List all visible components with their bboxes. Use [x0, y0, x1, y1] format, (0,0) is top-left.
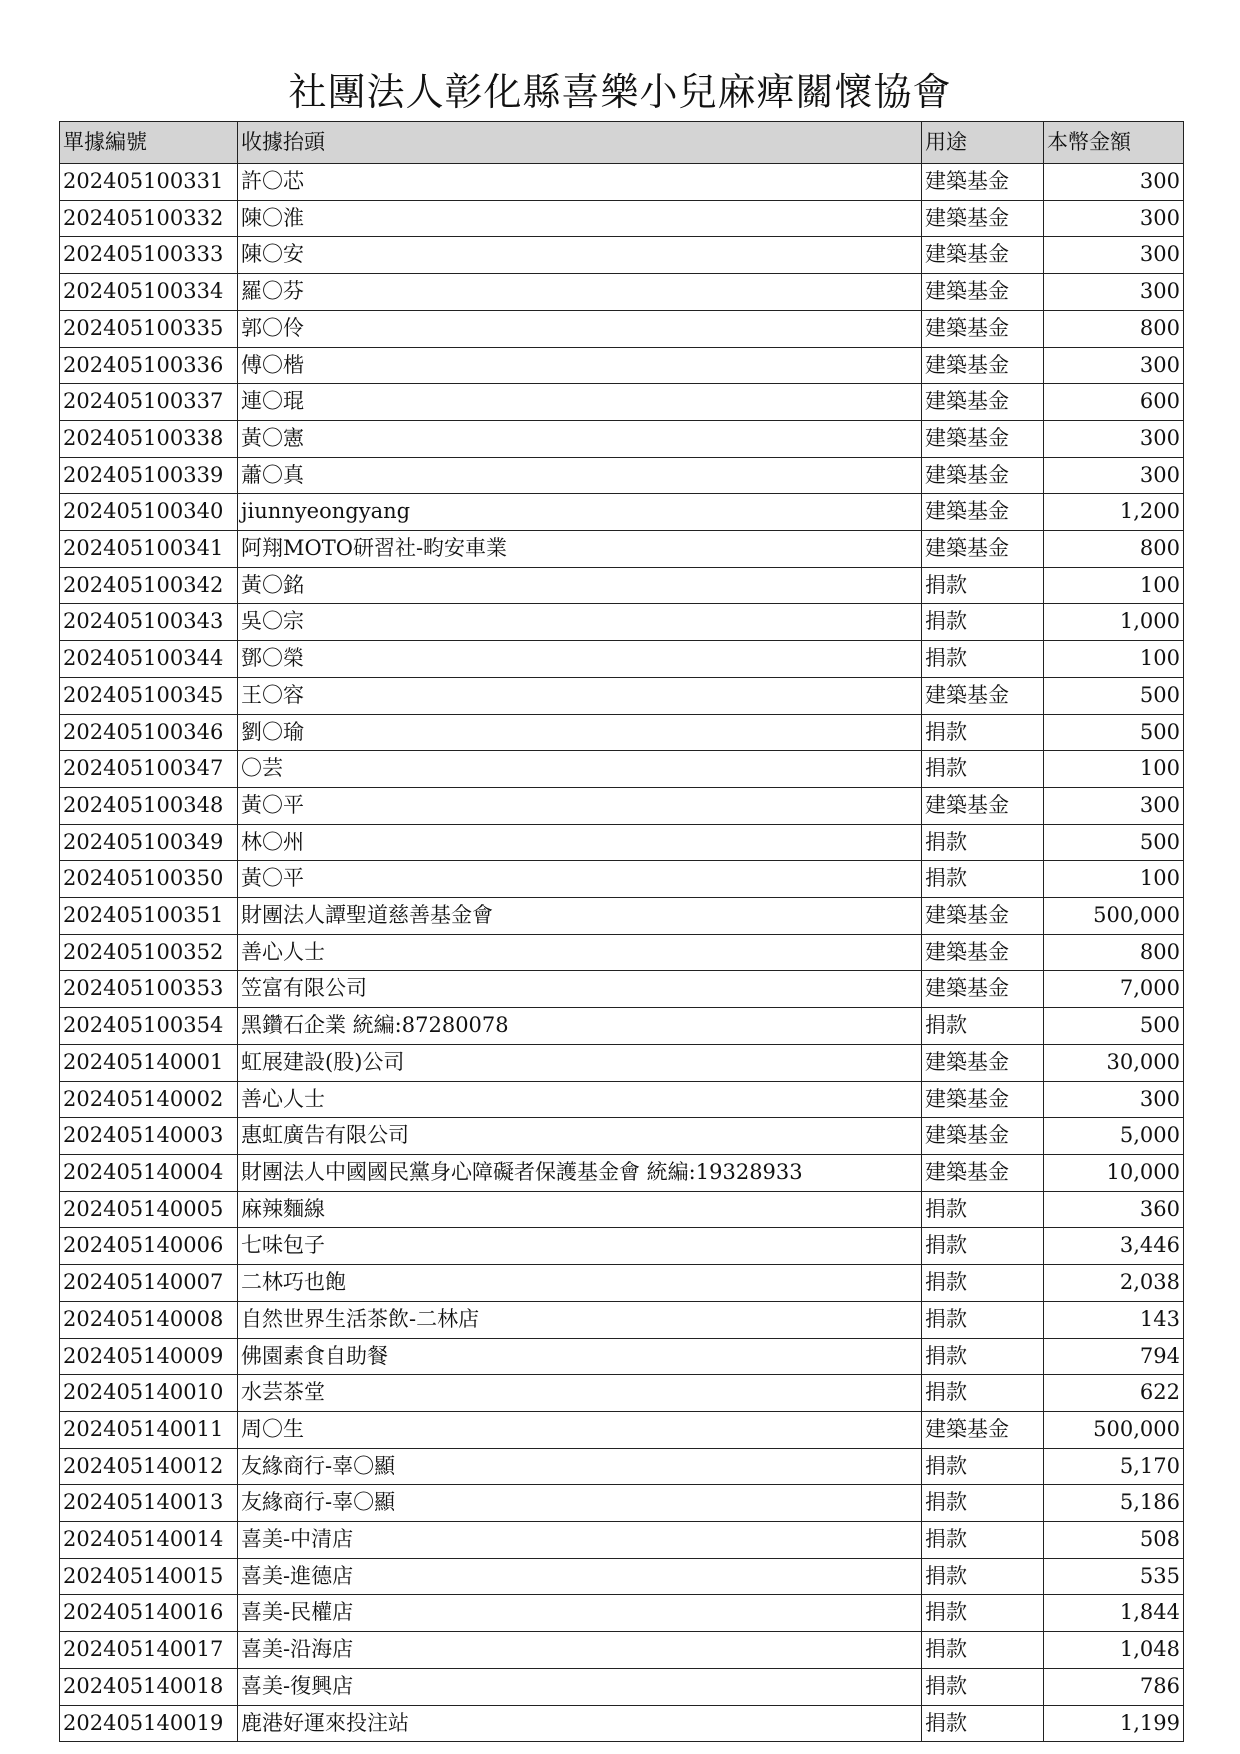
amount-cell: 786 — [1044, 1668, 1184, 1705]
receipt-number-cell: 202405140017 — [60, 1632, 238, 1669]
amount-cell: 800 — [1044, 531, 1184, 568]
receipt-title-cell: 黃〇銘 — [238, 567, 922, 604]
purpose-cell: 建築基金 — [922, 1154, 1044, 1191]
amount-cell: 100 — [1044, 641, 1184, 678]
table-row — [60, 1411, 1184, 1448]
receipt-title-cell: 喜美-民權店 — [238, 1595, 922, 1632]
receipt-number-cell: 202405100331 — [60, 164, 238, 201]
receipt-title-cell: 喜美-進德店 — [238, 1558, 922, 1595]
table-row — [60, 1485, 1184, 1522]
receipt-title-cell: 傅〇楷 — [238, 347, 922, 384]
receipt-number-cell: 202405100335 — [60, 310, 238, 347]
receipt-number-cell: 202405140003 — [60, 1118, 238, 1155]
purpose-cell: 捐款 — [922, 1558, 1044, 1595]
table-row — [60, 971, 1184, 1008]
amount-cell: 500,000 — [1044, 898, 1184, 935]
receipt-number-cell: 202405100337 — [60, 384, 238, 421]
amount-cell: 794 — [1044, 1338, 1184, 1375]
purpose-cell: 捐款 — [922, 567, 1044, 604]
table-row — [60, 787, 1184, 824]
receipt-title-cell: 黃〇平 — [238, 787, 922, 824]
purpose-cell: 捐款 — [922, 1595, 1044, 1632]
table-row — [60, 457, 1184, 494]
table-row — [60, 310, 1184, 347]
receipt-title-cell: 惠虹廣告有限公司 — [238, 1118, 922, 1155]
purpose-cell: 建築基金 — [922, 274, 1044, 311]
table-row — [60, 714, 1184, 751]
purpose-cell: 捐款 — [922, 1522, 1044, 1559]
table-row — [60, 1301, 1184, 1338]
table-row — [60, 1595, 1184, 1632]
purpose-cell: 捐款 — [922, 1632, 1044, 1669]
receipt-number-cell: 202405100345 — [60, 677, 238, 714]
receipt-number-cell: 202405140014 — [60, 1522, 238, 1559]
purpose-cell: 建築基金 — [922, 310, 1044, 347]
receipt-title-cell: 〇芸 — [238, 751, 922, 788]
amount-cell: 1,844 — [1044, 1595, 1184, 1632]
receipt-title-cell: 二林巧也飽 — [238, 1265, 922, 1302]
receipt-title-cell: jiunnyeongyang — [238, 494, 922, 531]
receipt-title-cell: 蕭〇真 — [238, 457, 922, 494]
purpose-cell: 捐款 — [922, 1448, 1044, 1485]
purpose-cell: 捐款 — [922, 1338, 1044, 1375]
purpose-cell: 捐款 — [922, 1375, 1044, 1412]
amount-cell: 300 — [1044, 787, 1184, 824]
table-row — [60, 1265, 1184, 1302]
receipt-number-cell: 202405100338 — [60, 420, 238, 457]
receipt-number-cell: 202405140002 — [60, 1081, 238, 1118]
amount-cell: 5,186 — [1044, 1485, 1184, 1522]
amount-cell: 2,038 — [1044, 1265, 1184, 1302]
receipt-title-cell: 鄧〇榮 — [238, 641, 922, 678]
amount-cell: 1,200 — [1044, 494, 1184, 531]
purpose-cell: 建築基金 — [922, 237, 1044, 274]
receipt-title-cell: 羅〇芬 — [238, 274, 922, 311]
purpose-cell: 建築基金 — [922, 934, 1044, 971]
receipt-title-cell: 水芸茶堂 — [238, 1375, 922, 1412]
amount-cell: 100 — [1044, 861, 1184, 898]
amount-cell: 360 — [1044, 1191, 1184, 1228]
receipt-title-cell: 周〇生 — [238, 1411, 922, 1448]
purpose-cell: 建築基金 — [922, 384, 1044, 421]
purpose-cell: 捐款 — [922, 641, 1044, 678]
table-header-row — [60, 122, 1184, 164]
amount-cell: 508 — [1044, 1522, 1184, 1559]
amount-cell: 300 — [1044, 347, 1184, 384]
amount-cell: 300 — [1044, 274, 1184, 311]
amount-cell: 7,000 — [1044, 971, 1184, 1008]
receipt-number-cell: 202405100336 — [60, 347, 238, 384]
receipt-title-cell: 財團法人中國國民黨身心障礙者保護基金會 統編:19328933 — [238, 1154, 922, 1191]
receipt-title-cell: 陳〇淮 — [238, 200, 922, 237]
header-receipt-number: 單據編號 — [60, 122, 238, 164]
receipt-number-cell: 202405140001 — [60, 1044, 238, 1081]
amount-cell: 300 — [1044, 1081, 1184, 1118]
receipt-title-cell: 劉〇瑜 — [238, 714, 922, 751]
table-row — [60, 237, 1184, 274]
purpose-cell: 建築基金 — [922, 1044, 1044, 1081]
receipt-number-cell: 202405100352 — [60, 934, 238, 971]
purpose-cell: 建築基金 — [922, 531, 1044, 568]
purpose-cell: 捐款 — [922, 861, 1044, 898]
purpose-cell: 建築基金 — [922, 347, 1044, 384]
receipt-number-cell: 202405140016 — [60, 1595, 238, 1632]
receipt-title-cell: 黑鑽石企業 統編:87280078 — [238, 1008, 922, 1045]
amount-cell: 500 — [1044, 1008, 1184, 1045]
receipt-title-cell: 連〇琨 — [238, 384, 922, 421]
receipt-title-cell: 喜美-沿海店 — [238, 1632, 922, 1669]
purpose-cell: 捐款 — [922, 751, 1044, 788]
receipt-title-cell: 黃〇憲 — [238, 420, 922, 457]
table-row — [60, 1448, 1184, 1485]
amount-cell: 100 — [1044, 751, 1184, 788]
receipt-number-cell: 202405100341 — [60, 531, 238, 568]
receipt-title-cell: 許〇芯 — [238, 164, 922, 201]
amount-cell: 5,170 — [1044, 1448, 1184, 1485]
receipt-title-cell: 佛園素食自助餐 — [238, 1338, 922, 1375]
table-row — [60, 677, 1184, 714]
receipt-number-cell: 202405100342 — [60, 567, 238, 604]
purpose-cell: 建築基金 — [922, 787, 1044, 824]
table-row — [60, 1008, 1184, 1045]
purpose-cell: 捐款 — [922, 824, 1044, 861]
amount-cell: 500 — [1044, 824, 1184, 861]
header-purpose: 用途 — [922, 122, 1044, 164]
table-row — [60, 1632, 1184, 1669]
amount-cell: 1,048 — [1044, 1632, 1184, 1669]
table-row — [60, 1705, 1184, 1742]
receipt-title-cell: 虹展建設(股)公司 — [238, 1044, 922, 1081]
purpose-cell: 捐款 — [922, 1485, 1044, 1522]
table-row — [60, 604, 1184, 641]
receipt-title-cell: 郭〇伶 — [238, 310, 922, 347]
receipt-number-cell: 202405140019 — [60, 1705, 238, 1742]
table-row — [60, 567, 1184, 604]
purpose-cell: 建築基金 — [922, 1081, 1044, 1118]
purpose-cell: 建築基金 — [922, 494, 1044, 531]
table-row — [60, 1081, 1184, 1118]
receipt-title-cell: 笠富有限公司 — [238, 971, 922, 1008]
receipt-number-cell: 202405100353 — [60, 971, 238, 1008]
header-amount: 本幣金額 — [1044, 122, 1184, 164]
amount-cell: 300 — [1044, 164, 1184, 201]
table-row — [60, 1154, 1184, 1191]
receipt-number-cell: 202405100332 — [60, 200, 238, 237]
purpose-cell: 建築基金 — [922, 1411, 1044, 1448]
amount-cell: 1,000 — [1044, 604, 1184, 641]
table-row — [60, 1338, 1184, 1375]
amount-cell: 500 — [1044, 714, 1184, 751]
receipt-title-cell: 財團法人譚聖道慈善基金會 — [238, 898, 922, 935]
table-row — [60, 164, 1184, 201]
table-row — [60, 1044, 1184, 1081]
table-row — [60, 1375, 1184, 1412]
amount-cell: 500,000 — [1044, 1411, 1184, 1448]
purpose-cell: 建築基金 — [922, 898, 1044, 935]
receipt-number-cell: 202405140006 — [60, 1228, 238, 1265]
amount-cell: 143 — [1044, 1301, 1184, 1338]
receipt-number-cell: 202405140004 — [60, 1154, 238, 1191]
amount-cell: 30,000 — [1044, 1044, 1184, 1081]
receipt-title-cell: 林〇州 — [238, 824, 922, 861]
table-row — [60, 494, 1184, 531]
receipt-number-cell: 202405100347 — [60, 751, 238, 788]
table-row — [60, 274, 1184, 311]
donation-table — [59, 121, 1184, 1742]
receipt-number-cell: 202405140012 — [60, 1448, 238, 1485]
receipt-number-cell: 202405100334 — [60, 274, 238, 311]
purpose-cell: 捐款 — [922, 714, 1044, 751]
table-row — [60, 1668, 1184, 1705]
amount-cell: 300 — [1044, 420, 1184, 457]
receipt-title-cell: 陳〇安 — [238, 237, 922, 274]
receipt-title-cell: 善心人士 — [238, 1081, 922, 1118]
receipt-number-cell: 202405140009 — [60, 1338, 238, 1375]
purpose-cell: 捐款 — [922, 1008, 1044, 1045]
table-row — [60, 1228, 1184, 1265]
receipt-number-cell: 202405140010 — [60, 1375, 238, 1412]
amount-cell: 622 — [1044, 1375, 1184, 1412]
purpose-cell: 捐款 — [922, 1191, 1044, 1228]
table-row — [60, 861, 1184, 898]
receipt-number-cell: 202405140005 — [60, 1191, 238, 1228]
purpose-cell: 建築基金 — [922, 164, 1044, 201]
receipt-number-cell: 202405100343 — [60, 604, 238, 641]
amount-cell: 500 — [1044, 677, 1184, 714]
table-row — [60, 347, 1184, 384]
purpose-cell: 捐款 — [922, 1301, 1044, 1338]
receipt-number-cell: 202405140013 — [60, 1485, 238, 1522]
receipt-number-cell: 202405100350 — [60, 861, 238, 898]
receipt-title-cell: 友緣商行-辜〇顯 — [238, 1485, 922, 1522]
receipt-title-cell: 善心人士 — [238, 934, 922, 971]
amount-cell: 535 — [1044, 1558, 1184, 1595]
table-row — [60, 1522, 1184, 1559]
receipt-number-cell: 202405140007 — [60, 1265, 238, 1302]
table-body — [60, 164, 1184, 1742]
receipt-number-cell: 202405140008 — [60, 1301, 238, 1338]
table-row — [60, 531, 1184, 568]
amount-cell: 300 — [1044, 200, 1184, 237]
receipt-number-cell: 202405100346 — [60, 714, 238, 751]
receipt-number-cell: 202405100339 — [60, 457, 238, 494]
purpose-cell: 建築基金 — [922, 200, 1044, 237]
table-row — [60, 898, 1184, 935]
receipt-number-cell: 202405140015 — [60, 1558, 238, 1595]
receipt-number-cell: 202405140018 — [60, 1668, 238, 1705]
purpose-cell: 建築基金 — [922, 457, 1044, 494]
purpose-cell: 建築基金 — [922, 677, 1044, 714]
purpose-cell: 建築基金 — [922, 971, 1044, 1008]
receipt-number-cell: 202405100344 — [60, 641, 238, 678]
receipt-title-cell: 麻辣麵線 — [238, 1191, 922, 1228]
header-receipt-title: 收據抬頭 — [238, 122, 922, 164]
receipt-title-cell: 喜美-中清店 — [238, 1522, 922, 1559]
table-row — [60, 641, 1184, 678]
amount-cell: 300 — [1044, 457, 1184, 494]
amount-cell: 300 — [1044, 237, 1184, 274]
receipt-number-cell: 202405100340 — [60, 494, 238, 531]
receipt-number-cell: 202405100348 — [60, 787, 238, 824]
receipt-title-cell: 自然世界生活茶飲-二林店 — [238, 1301, 922, 1338]
page-title: 社團法人彰化縣喜樂小兒麻痺關懷協會 — [288, 70, 952, 114]
receipt-title-cell: 七味包子 — [238, 1228, 922, 1265]
amount-cell: 800 — [1044, 310, 1184, 347]
amount-cell: 5,000 — [1044, 1118, 1184, 1155]
receipt-number-cell: 202405100333 — [60, 237, 238, 274]
purpose-cell: 捐款 — [922, 1265, 1044, 1302]
purpose-cell: 建築基金 — [922, 420, 1044, 457]
amount-cell: 3,446 — [1044, 1228, 1184, 1265]
amount-cell: 100 — [1044, 567, 1184, 604]
receipt-title-cell: 鹿港好運來投注站 — [238, 1705, 922, 1742]
table-row — [60, 934, 1184, 971]
amount-cell: 10,000 — [1044, 1154, 1184, 1191]
purpose-cell: 建築基金 — [922, 1118, 1044, 1155]
table-row — [60, 751, 1184, 788]
table-row — [60, 1558, 1184, 1595]
table-row — [60, 420, 1184, 457]
receipt-number-cell: 202405100354 — [60, 1008, 238, 1045]
receipt-number-cell: 202405140011 — [60, 1411, 238, 1448]
receipt-title-cell: 阿翔MOTO研習社-畇安車業 — [238, 531, 922, 568]
receipt-number-cell: 202405100351 — [60, 898, 238, 935]
receipt-title-cell: 友緣商行-辜〇顯 — [238, 1448, 922, 1485]
purpose-cell: 捐款 — [922, 1228, 1044, 1265]
receipt-title-cell: 吳〇宗 — [238, 604, 922, 641]
purpose-cell: 捐款 — [922, 1668, 1044, 1705]
purpose-cell: 捐款 — [922, 1705, 1044, 1742]
amount-cell: 1,199 — [1044, 1705, 1184, 1742]
table-row — [60, 1118, 1184, 1155]
receipt-title-cell: 喜美-復興店 — [238, 1668, 922, 1705]
table-row — [60, 384, 1184, 421]
receipt-title-cell: 王〇容 — [238, 677, 922, 714]
receipt-number-cell: 202405100349 — [60, 824, 238, 861]
purpose-cell: 捐款 — [922, 604, 1044, 641]
amount-cell: 800 — [1044, 934, 1184, 971]
table-row — [60, 824, 1184, 861]
receipt-title-cell: 黃〇平 — [238, 861, 922, 898]
table-row — [60, 200, 1184, 237]
amount-cell: 600 — [1044, 384, 1184, 421]
table-row — [60, 1191, 1184, 1228]
